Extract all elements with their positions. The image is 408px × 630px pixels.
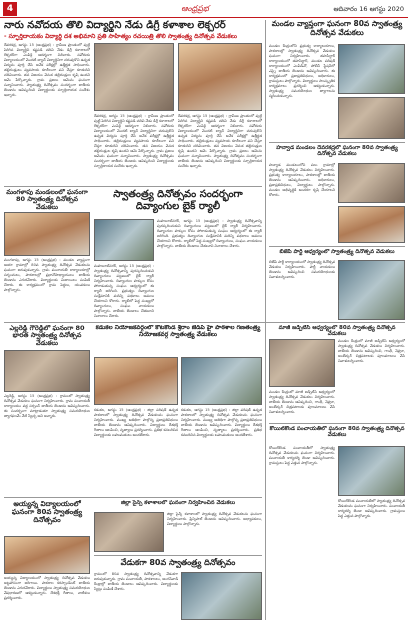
a1-subheadline: - స్ఫూర్తిదాయకం విద్యార్థి దశ అభిమాని ప్రతి సాహిత్యం రచయిత్రి తొలి స్వాతంత్ర్య దినోత్సవ వేడుకలు — [4, 33, 237, 40]
a7-body-col2: మండల కేంద్రంలో మాజీ జడ్పీటీసీ ఆధ్వర్యంలో స్వాతంత్ర్య దినోత్సవ వేడుకలు నిర్వహించారు. జాతీయ జెండాను ఆవిష్కరించి, గాంధీ, నెహ్రూ, అంబేద్కర్ చిత్రపటాలకు పూలమాలలు వేసి నివాళులర్పించారు. — [269, 390, 335, 414]
divider — [269, 423, 405, 424]
a1-body-col3: దేవరకద్ర, ఆగస్టు 15 (ఆంధ్రప్రభ) : గ్రామీణ ప్రాంతంలో పుట్టి పెరిగిన విద్యార్థిని కష్టపడి చదివి నేడు డిగ్రీ కళాశాలలో లెక్చరర్‌గా ఎంపికై ఆదర్శంగా నిలిచారు. నవోదయ విద్యాలయంలో మొదటి బ్యాచ్ విద్యార్థినిగా చదువుకొని ఉన్నత విద్యను పూర్తి చేసి అనేక పరీక్షల్లో ఉత్తీర్ణత సాధించారు. తల్లిదండ్రులు వ్యవసాయ కూలీలుగా పని చేస్తూ కూతురిని చదివించారు. తన విజయం వెనుక తల్లిదండ్రుల కృషి ఉందని ఆమె పేర్కొన్నారు. గ్రామ ప్రజలు ఆమెను ఘనంగా సన్మానించారు. స్వాతంత్ర్య దినోత్సవం సందర్భంగా జాతీయ జెండాను ఆవిష్కరించి విద్యార్థులకు స్ఫూర్తిదాయక సందేశం ఇచ్చారు. — [178, 114, 262, 168]
a3-body: మంగళాపు, ఆగస్టు 15 (ఆంధ్రప్రభ) : మండల వ్యాప్తంగా ఆయా గ్రామాల్లో 80వ స్వాతంత్ర్య దినోత్సవ వేడుకలను ఘనంగా జరుపుకున్నారు. గ్రామ పంచాయతీ కార్యాలయాల్లో సర్పంచులు, పాఠశాలల్లో ప్రధానోపాధ్యాయులు జాతీయ జెండాను ఎగురవేశారు. విద్యార్థులకు మిఠాయిలు పంపిణీ చేశారు. ఈ కార్యక్రమంలో గ్రామ పెద్దలు, యువకులు పాల్గొన్నారు. — [4, 258, 90, 292]
a12-headline: బిజేపీ పార్టీ ఆధ్వర్యంలో స్వాతంత్ర్య దినోత్సవ వేడుకలు — [279, 249, 395, 255]
column-divider — [265, 20, 266, 620]
a1-body-col2: దేవరకద్ర, ఆగస్టు 15 (ఆంధ్రప్రభ) : గ్రామీణ ప్రాంతంలో పుట్టి పెరిగిన విద్యార్థిని కష్టపడి చదివి నేడు డిగ్రీ కళాశాలలో లెక్చరర్‌గా ఎంపికై ఆదర్శంగా నిలిచారు. నవోదయ విద్యాలయంలో మొదటి బ్యాచ్ విద్యార్థినిగా చదువుకొని ఉన్నత విద్యను పూర్తి చేసి అనేక పరీక్షల్లో ఉత్తీర్ణత సాధించారు. తల్లిదండ్రులు వ్యవసాయ కూలీలుగా పని చేస్తూ కూతురిని చదివించారు. తన విజయం వెనుక తల్లిదండ్రుల కృషి ఉందని ఆమె పేర్కొన్నారు. గ్రామ ప్రజలు ఆమెను ఘనంగా సన్మానించారు. స్వాతంత్ర్య దినోత్సవం సందర్భంగా జాతీయ జెండాను ఆవిష్కరించి విద్యార్థులకు స్ఫూర్తిదాయక సందేశం ఇచ్చారు. — [94, 114, 174, 168]
masthead — [0, 0, 408, 18]
a2-photo-2 — [338, 97, 405, 139]
a13-photo — [338, 446, 405, 496]
a11-photo-1 — [338, 163, 405, 203]
a4-body-col2: మహబూబ్‌నగర్, ఆగస్టు 15 (ఆంధ్రప్రభ) : స్వాతంత్ర్య దినోత్సవాన్ని పురస్కరించుకుని దివ్యాంగులు పట్టణంలో బైక్ ర్యాలీ నిర్వహించారు. దివ్యాంగుల హక్కుల కోసం పోరాడుతున్న సంఘం ఆధ్వర్యంలో ఈ ర్యాలీ జరిగింది. ప్రభుత్వం దివ్యాంగుల సంక్షేమానికి మరిన్ని పథకాలు అమలు చేయాలని కోరారు. ర్యాలీలో పెద్ద సంఖ్యలో దివ్యాంగులు, సంఘం నాయకులు పాల్గొన్నారు. జాతీయ జెండాలు చేతబూని నినాదాలు చేశారు. — [94, 264, 154, 318]
a3-headline: మంగళాపు మండలంలో ఘనంగా 80 స్వాతంత్ర్య దినోత్సవ వేడుకలు — [6, 189, 88, 211]
a11-headline: హన్వాడ మండలం దేవరకద్రలో ఘనంగా 80వ స్వాతంత్ర్య దినోత్సవ వేడుకలు — [276, 145, 398, 158]
a10-photo — [181, 572, 262, 620]
a12-body: బిజేపీ పార్టీ కార్యాలయంలో స్వాతంత్ర్య దినోత్సవ వేడుకలు నిర్వహించారు. పార్టీ నాయకులు జెండాను ఆవిష్కరించి సమరయోధులకు నివాళులర్పించారు. — [269, 260, 335, 279]
divider — [269, 246, 405, 247]
a13-body-col2: కోయిల్‌కొండ పంచాయతీలో స్వాతంత్ర్య దినోత్సవ వేడుకలను ఘనంగా నిర్వహించారు. పంచాయతీ కార్యదర్శి జెండా ఆవిష్కరించారు. గ్రామస్తులు పెద్ద ఎత్తున పాల్గొన్నారు. — [338, 499, 405, 518]
divider — [4, 497, 262, 498]
a6-body-col2: కడుకల, ఆగస్టు 15 (ఆంధ్రప్రభ) : జిల్లా పరిషత్ ఉన్నత పాఠశాలలో స్వాతంత్ర్య దినోత్సవ వేడుకలను ఘనంగా నిర్వహించారు. ముఖ్య అతిథిగా పాల్గొన్న ప్రజాప్రతినిధులు జాతీయ జెండాను ఆవిష్కరించారు. విద్యార్థులు దేశభక్తి గీతాలు ఆలపించి, నృత్యాలు ప్రదర్శించారు. ప్రతిభ కనబరిచిన విద్యార్థులకు బహుమతులు అందజేశారు. — [181, 408, 262, 437]
divider — [94, 555, 262, 556]
page-number: 4 — [3, 2, 17, 16]
a4-photo — [94, 219, 154, 261]
a4-body: మహబూబ్‌నగర్, ఆగస్టు 15 (ఆంధ్రప్రభ) : స్వాతంత్ర్య దినోత్సవాన్ని పురస్కరించుకుని దివ్యాంగులు పట్టణంలో బైక్ ర్యాలీ నిర్వహించారు. దివ్యాంగుల హక్కుల కోసం పోరాడుతున్న సంఘం ఆధ్వర్యంలో ఈ ర్యాలీ జరిగింది. ప్రభుత్వం దివ్యాంగుల సంక్షేమానికి మరిన్ని పథకాలు అమలు చేయాలని కోరారు. ర్యాలీలో పెద్ద సంఖ్యలో దివ్యాంగులు, సంఘం నాయకులు పాల్గొన్నారు. జాతీయ జెండాలు చేతబూని నినాదాలు చేశారు. — [157, 219, 262, 248]
a6-headline: కడుకల నియోజకవర్గంలో కోటకొండ శ్రీరాం జెడ్‌పి హై పాఠశాల గణతంత్ర్య నియోజకవర్గ స్వాతంత్ర్య వేడుకలు — [95, 325, 261, 338]
a6-photo-2 — [181, 357, 262, 405]
a11-photo-2 — [338, 206, 405, 243]
a1-headline: నారు నవోదయ తొలి విద్యార్థిని నేడు డిగ్రీ కళాశాల లెక్చరర్ — [4, 20, 226, 31]
a7-body: మండల కేంద్రంలో మాజీ జడ్పీటీసీ ఆధ్వర్యంలో స్వాతంత్ర్య దినోత్సవ వేడుకలు నిర్వహించారు. జాతీయ జెండాను ఆవిష్కరించి, గాంధీ, నెహ్రూ, అంబేద్కర్ చిత్రపటాలకు పూలమాలలు వేసి నివాళులర్పించారు. — [338, 339, 405, 363]
a10-headline: వేడుకగా 80వ స్వాతంత్ర్య దినోత్సవం — [120, 558, 236, 567]
a11-body: హన్వాడ మండలంలోని పలు గ్రామాల్లో స్వాతంత్ర్య దినోత్సవ వేడుకలు నిర్వహించారు. ప్రభుత్వ కార్యాలయాలు, పాఠశాలల్లో జాతీయ జెండాను ఆవిష్కరించారు. అధికారులు, ప్రజాప్రతినిధులు, విద్యార్థులు పాల్గొన్నారు. మండల అభివృద్ధికి అందరూ కృషి చేయాలని కోరారు. — [269, 163, 335, 197]
divider — [4, 186, 262, 187]
a6-body-col1: కడుకల, ఆగస్టు 15 (ఆంధ్రప్రభ) : జిల్లా పరిషత్ ఉన్నత పాఠశాలలో స్వాతంత్ర్య దినోత్సవ వేడుకలను ఘనంగా నిర్వహించారు. ముఖ్య అతిథిగా పాల్గొన్న ప్రజాప్రతినిధులు జాతీయ జెండాను ఆవిష్కరించారు. విద్యార్థులు దేశభక్తి గీతాలు ఆలపించి, నృత్యాలు ప్రదర్శించారు. ప్రతిభ కనబరిచిన విద్యార్థులకు బహుమతులు అందజేశారు. — [94, 408, 178, 437]
a12-photo — [338, 260, 405, 320]
a8-body: అయ్యన్న విద్యాలయంలో స్వాతంత్ర్య దినోత్సవ వేడుకలు అట్టహాసంగా జరిగాయి. పాఠశాల కరస్పాండెంట్ జాతీయ జెండాను ఎగురవేశారు. విద్యార్థులు స్వాతంత్ర్య సమరయోధుల వేషధారణలో ఆకట్టుకున్నారు. దేశభక్తి గీతాలు, నాటికలు ప్రదర్శించారు. — [4, 576, 90, 600]
a2-body: మండల కేంద్రంలోని ప్రభుత్వ కార్యాలయాలు, పాఠశాలల్లో స్వాతంత్ర్య దినోత్సవ వేడుకలు ఘనంగా నిర్వహించారు. తహసీల్దార్ కార్యాలయంలో తహసీల్దార్, మండల పరిషత్ కార్యాలయంలో ఎంపీడీవో, పోలీస్ స్టేషన్‌లో ఎస్సై జాతీయ జెండాను ఆవిష్కరించారు. ఈ కార్యక్రమంలో ప్రజాప్రతినిధులు, అధికారులు, గ్రామస్తులు పాల్గొన్నారు. విద్యార్థులు సాంస్కృతిక కార్యక్రమాలు ప్రదర్శించి ఆకట్టుకున్నారు. స్వాతంత్ర్య సమరయోధుల త్యాగాలను స్మరించుకున్నారు. — [269, 44, 335, 98]
divider — [269, 142, 405, 143]
a8-headline: అయ్యన్న విద్యాలయంలో ఘనంగా 80వ స్వాతంత్ర్య దినోత్సవం — [11, 500, 83, 525]
a9-photo — [94, 512, 164, 552]
a1-photo-1 — [94, 43, 174, 111]
a7-photo — [269, 339, 335, 387]
issue-date: ఆదివారం 16 ఆగస్టు 2020 — [333, 5, 404, 13]
a13-body: కోయిల్‌కొండ పంచాయతీలో స్వాతంత్ర్య దినోత్సవ వేడుకలను ఘనంగా నిర్వహించారు. పంచాయతీ కార్యదర్శి జెండా ఆవిష్కరించారు. గ్రామస్తులు పెద్ద ఎత్తున పాల్గొన్నారు. — [269, 446, 335, 465]
a2-photo-1 — [338, 44, 405, 94]
a5-photo — [4, 350, 90, 392]
a9-headline: జిల్లా సైన్స్ కళాశాలలో ఘనంగా నిర్వహించిన వేడుకలు — [120, 500, 236, 506]
a9-body: జిల్లా సైన్స్ కళాశాలలో స్వాతంత్ర్య దినోత్సవ వేడుకలను ఘనంగా నిర్వహించారు. ప్రిన్సిపాల్ జెండాను ఆవిష్కరించారు. అధ్యాపకులు, విద్యార్థులు పాల్గొన్నారు. — [167, 512, 262, 526]
a13-headline: కోయిల్‌కొండ పంచాయతీలో ఘనంగా 80వ స్వాతంత్ర్య దినోత్సవ వేడుకలు — [269, 426, 405, 439]
a10-body: గ్రామంలో 80వ స్వాతంత్ర్య దినోత్సవాన్ని వేడుకగా జరుపుకున్నారు. గ్రామ పంచాయతీ, పాఠశాలలు, అంగన్‌వాడీ కేంద్రాల్లో జాతీయ జెండాలు ఆవిష్కరించారు. విద్యార్థులకు స్వీట్లు పంపిణీ చేశారు. — [94, 572, 178, 591]
a5-headline: ఎల్లరెడ్డి గౌరెడ్డిలో ఘనంగా 80 భారత స్వాతంత్ర్య దినోత్సవ వేడుకలు — [9, 325, 85, 347]
a1-body-col1: దేవరకద్ర, ఆగస్టు 15 (ఆంధ్రప్రభ) : గ్రామీణ ప్రాంతంలో పుట్టి పెరిగిన విద్యార్థిని కష్టపడి చదివి నేడు డిగ్రీ కళాశాలలో లెక్చరర్‌గా ఎంపికై ఆదర్శంగా నిలిచారు. నవోదయ విద్యాలయంలో మొదటి బ్యాచ్ విద్యార్థినిగా చదువుకొని ఉన్నత విద్యను పూర్తి చేసి అనేక పరీక్షల్లో ఉత్తీర్ణత సాధించారు. తల్లిదండ్రులు వ్యవసాయ కూలీలుగా పని చేస్తూ కూతురిని చదివించారు. తన విజయం వెనుక తల్లిదండ్రుల కృషి ఉందని ఆమె పేర్కొన్నారు. గ్రామ ప్రజలు ఆమెను ఘనంగా సన్మానించారు. స్వాతంత్ర్య దినోత్సవం సందర్భంగా జాతీయ జెండాను ఆవిష్కరించి విద్యార్థులకు స్ఫూర్తిదాయక సందేశం ఇచ్చారు. — [4, 43, 90, 97]
masthead-rule — [0, 17, 408, 18]
paper-name: ఆంధ్రప్రభ — [181, 4, 209, 13]
a3-photo — [4, 212, 90, 256]
a8-photo — [4, 536, 90, 574]
a6-photo-1 — [94, 357, 178, 405]
a7-headline: మాజీ జడ్పీటీసీ ఆధ్వర్యంలో 80వ స్వాతంత్ర్య దినోత్సవ వేడుకలు — [278, 325, 396, 337]
a5-body: ఎల్లరెడ్డి, ఆగస్టు 15 (ఆంధ్రప్రభ) : గ్రామంలో స్వాతంత్ర్య దినోత్సవ వేడుకలు ఘనంగా నిర్వహించారు. గ్రామ పంచాయతీ కార్యాలయం వద్ద సర్పంచ్ జాతీయ జెండాను ఆవిష్కరించారు. ఈ సందర్భంగా మాట్లాడుతూ స్వాతంత్ర్య సమరయోధుల త్యాగఫలమే నేటి స్వేచ్ఛ అని అన్నారు. — [4, 394, 90, 418]
a1-photo-2 — [178, 43, 262, 111]
divider — [4, 322, 405, 323]
a2-headline: మండల వ్యాప్తంగా ఘనంగా 80వ స్వాతంత్ర్య దినోత్సవ వేడుకలు — [271, 20, 403, 37]
a4-headline: స్వాతంత్ర్య దినోత్సవం సందర్భంగా దివ్యాంగుల బైక్ ర్యాలీ — [113, 189, 243, 212]
